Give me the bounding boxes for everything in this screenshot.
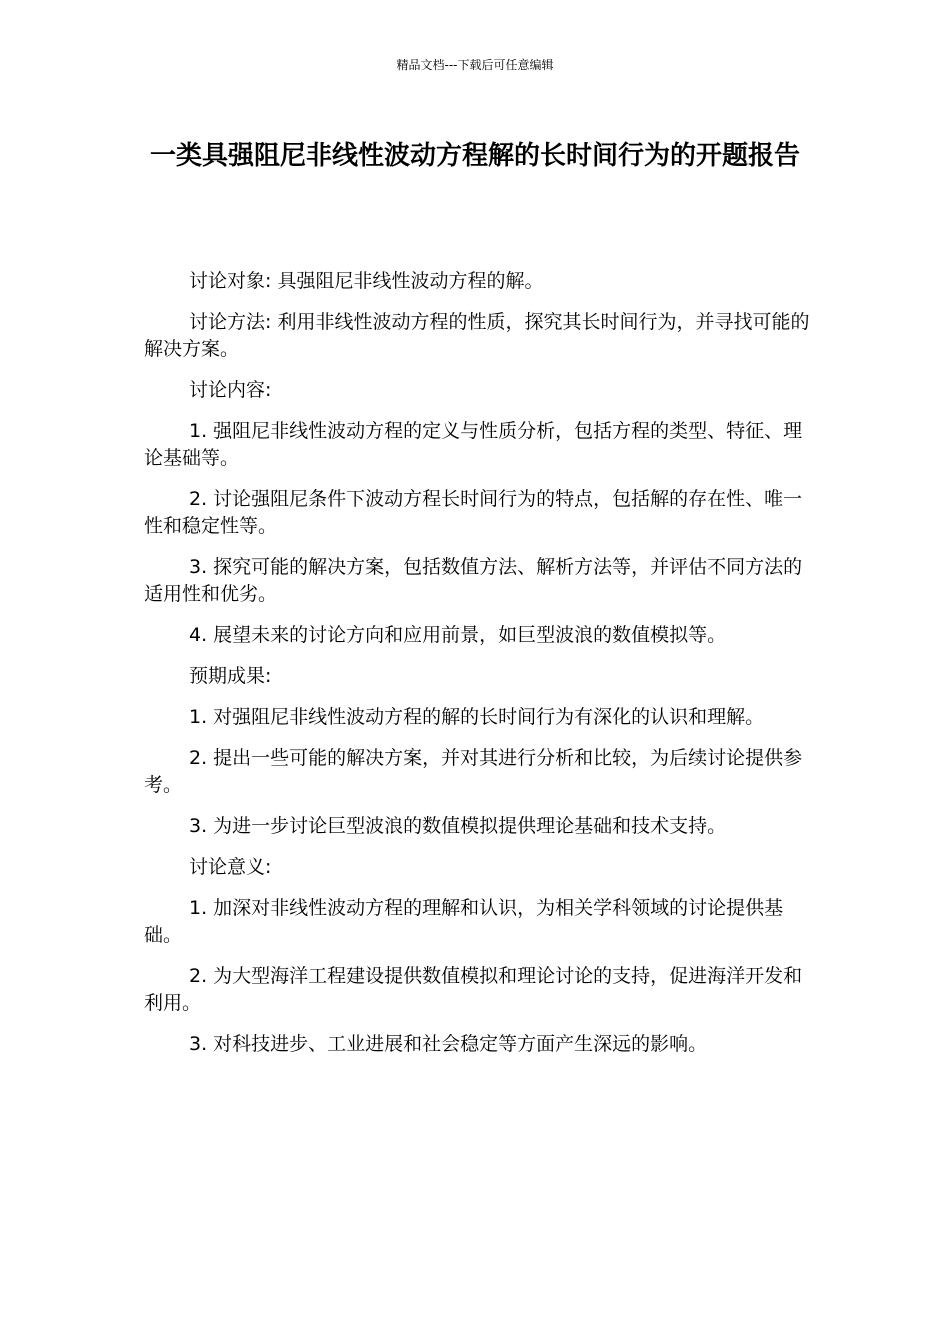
document-title: 一类具强阻尼非线性波动方程解的长时间行为的开题报告: [149, 141, 800, 171]
paragraph-content-item-3: 3. 探究可能的解决方案，包括数值方法、解析方法等，并评估不同方法的适用性和优劣。: [144, 556, 803, 605]
paragraph-content-item-1: 1. 强阻尼非线性波动方程的定义与性质分析，包括方程的类型、特征、理论基础等。: [144, 420, 803, 469]
paragraph-significance-item-3: 3. 对科技进步、工业进展和社会稳定等方面产生深远的影响。: [189, 1033, 708, 1055]
header-note: 精品文档---下载后可任意编辑: [396, 58, 554, 72]
paragraph-content-heading: 讨论内容:: [189, 379, 272, 401]
paragraph-significance-item-2: 2. 为大型海洋工程建设提供数值模拟和理论讨论的支持，促进海洋开发和利用。: [144, 965, 803, 1014]
paragraph-significance-heading: 讨论意义:: [189, 856, 272, 878]
document-body: [144, 268, 810, 1072]
paragraph-content-item-4: 4. 展望未来的讨论方向和应用前景，如巨型波浪的数值模拟等。: [189, 624, 727, 646]
paragraph-results-item-2: 2. 提出一些可能的解决方案，并对其进行分析和比较，为后续讨论提供参考。: [144, 747, 803, 796]
paragraph-results-item-1: 1. 对强阻尼非线性波动方程的解的长时间行为有深化的认识和理解。: [189, 706, 765, 728]
paragraph-significance-item-1: 1. 加深对非线性波动方程的理解和认识，为相关学科领域的讨论提供基础。: [144, 897, 784, 946]
paragraph-content-item-2: 2. 讨论强阻尼条件下波动方程长时间行为的特点，包括解的存在性、唯一性和稳定性等。: [144, 488, 803, 537]
paragraph-results-item-3: 3. 为进一步讨论巨型波浪的数值模拟提供理论基础和技术支持。: [189, 815, 727, 837]
paragraph-research-method: 讨论方法: 利用非线性波动方程的性质，探究其长时间行为，并寻找可能的解决方案。: [144, 311, 810, 360]
paragraph-research-object: 讨论对象: 具强阻尼非线性波动方程的解。: [189, 270, 544, 292]
paragraph-results-heading: 预期成果:: [189, 665, 272, 687]
